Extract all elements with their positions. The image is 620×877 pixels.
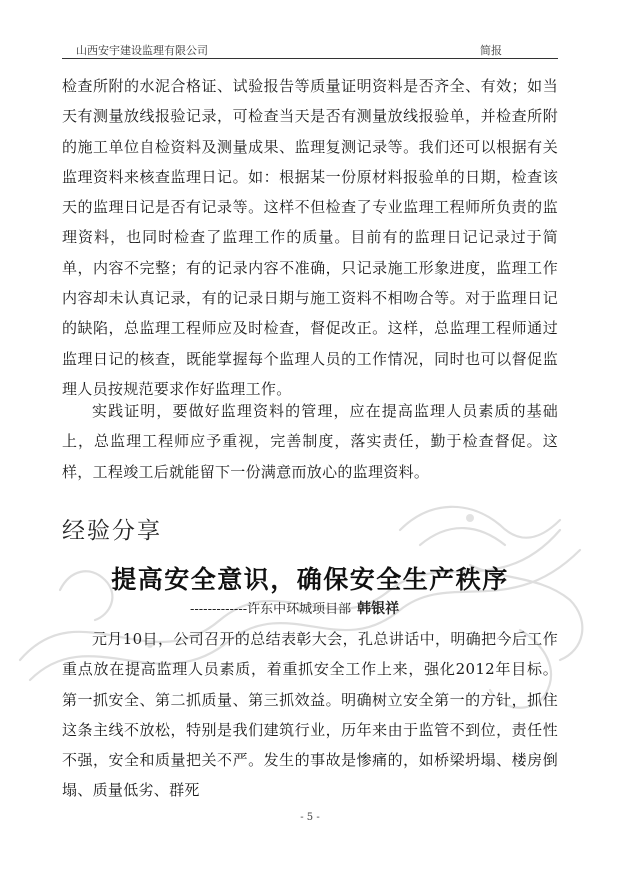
byline-author: 韩银祥 [357, 601, 400, 617]
article-byline [190, 598, 399, 618]
body-paragraph-1: 检查所附的水泥合格证、试验报告等质量证明资料是否齐全、有效；如当天有测量放线报验记录，可检查当天是否有测量放线报验单，并检查所附的施工单位自检资料及测量成果、监理复测记录等。我们还可以根据有关监理资料来核查监理日记。如：根据某一份原材料报验单的日期，检查该天的监理日记是否有记录等。这样不但检查了专业监理工程师所负责的监理资料，也同时检查了监理工作的质量。目前有的监理日记记录过于简单，内容不完整；有的记录内容不准确，只记录施工形象进度，监理工作内容却未认真记录，有的记录日期与施工资料不相吻合等。对于监理日记的缺陷，总监理工程师应及时检查，督促改正。这样，总监理工程师通过监理日记的核查，既能掌握每个监理人员的工作情况，同时也可以督促监理人员按规范要求作好监理工作。 [62, 77, 558, 398]
section-heading: 经验分享 [62, 518, 162, 544]
body-paragraph-3: 元月10日，公司召开的总结表彰大会，孔总讲话中，明确把今后工作重点放在提高监理人员素质，着重抓安全工作上来，强化2012年目标。第一抓安全、第二抓质量、第三抓效益。明确树立安全第一的方针，抓住这条主线不放松，特别是我们建筑行业，历年来由于监管不到位，责任性不强，安全和质量把关不严。发生的事故是惨痛的，如桥梁坍塌、楼房倒塌、质量低劣、群死 [62, 630, 558, 800]
article-title: 提高安全意识，确保安全生产秩序 [111, 565, 509, 594]
document-type: 简报 [480, 44, 502, 57]
company-name: 山西安宇建设监理有限公司 [76, 44, 208, 57]
page-number: - 5 - [300, 812, 320, 823]
body-paragraph-2: 实践证明，要做好监理资料的管理，应在提高监理人员素质的基础上，总监理工程师应予重视，完善制度，落实责任，勤于检查督促。这样，工程竣工后就能留下一份满意而放心的监理资料。 [62, 402, 558, 481]
page-header [62, 40, 558, 59]
byline-department: -------------许东中环城项目部 [190, 602, 352, 617]
